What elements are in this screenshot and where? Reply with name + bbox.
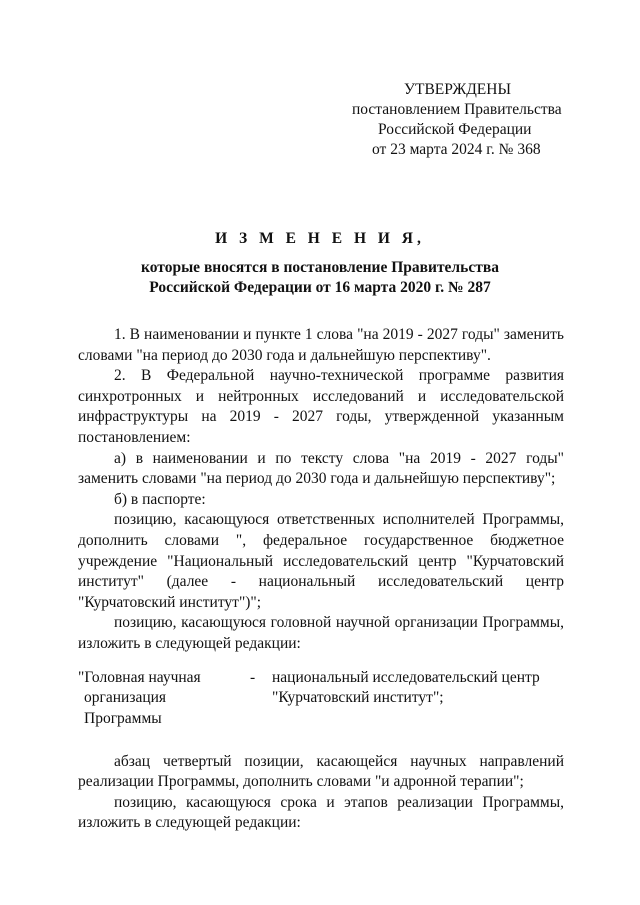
paragraph-b: б) в паспорте: bbox=[114, 490, 206, 508]
dash-separator: - bbox=[250, 668, 256, 686]
document-title: И З М Е Н Е Н И Я, bbox=[215, 230, 425, 247]
head-organization-label bbox=[78, 668, 228, 730]
label-line: организация bbox=[84, 689, 167, 707]
approval-title: УТВЕРЖДЕНЫ bbox=[404, 81, 511, 98]
document-body bbox=[78, 325, 564, 834]
approval-line: постановлением Правительства bbox=[352, 101, 562, 118]
subtitle-line: Российской Федерации от 16 марта 2020 г. № 287 bbox=[149, 279, 491, 296]
value-line: национальный исследовательский центр bbox=[272, 668, 540, 686]
subtitle-line: которые вносятся в постановление Правительства bbox=[141, 259, 499, 276]
paragraph-1: 1. В наименовании и пункте 1 слова "на 2019 - 2027 годы" заменить словами "на период до 2030 года и дальнейшую перспективу". bbox=[78, 326, 564, 364]
paragraph-directions: абзац четвертый позиции, касающейся научных направлений реализации Программы, дополнить словами "и адронной терапии"; bbox=[78, 752, 564, 791]
paragraph-a: а) в наименовании и по тексту слова "на 2019 - 2027 годы" заменить словами "на период до 2030 года и дальнейшую перспективу"; bbox=[78, 449, 564, 488]
paragraph-head-org: позицию, касающуюся головной научной организации Программы, изложить в следующей редакции: bbox=[78, 614, 564, 652]
head-organization-value bbox=[272, 668, 572, 709]
paragraph-2: 2. В Федеральной научно-технической программе развития синхротронных и нейтронных исследований и исследовательской инфраструктуры на 2019 - 2027 годы, утвержденной указанным постановлением: bbox=[78, 367, 564, 446]
paragraph-executors: позицию, касающуюся ответственных исполнителей Программы, дополнить словами ", федеральное государственное бюджетное учреждение "Национальный исследовательский центр "Курчатовский институт" (далее - национальный исследовательский центр "Курчатовский институт")"; bbox=[78, 511, 564, 611]
approval-line: Российской Федерации bbox=[378, 121, 532, 138]
document-subtitle bbox=[0, 258, 640, 298]
head-organization-row bbox=[78, 668, 564, 732]
approval-block bbox=[340, 80, 580, 160]
value-line: "Курчатовский институт"; bbox=[272, 689, 444, 707]
label-line: "Головная научная bbox=[78, 668, 201, 686]
label-line: Программы bbox=[84, 709, 162, 727]
approval-date-line: от 23 марта 2024 г. № 368 bbox=[372, 141, 541, 158]
paragraph-terms: позицию, касающуюся срока и этапов реализации Программы, изложить в следующей редакции: bbox=[78, 793, 564, 832]
